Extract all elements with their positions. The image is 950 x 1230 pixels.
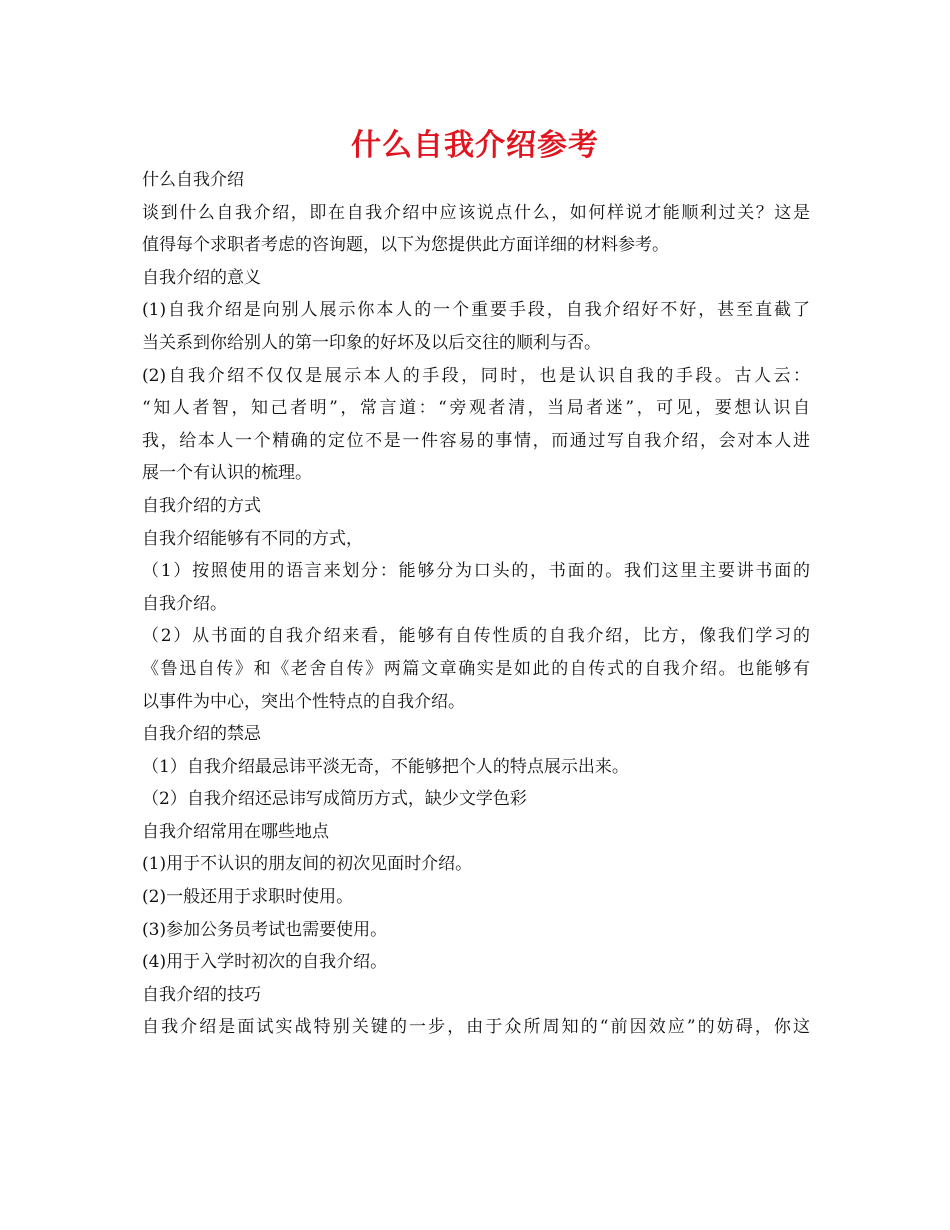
text-line: (4)用于入学时初次的自我介绍。: [142, 952, 388, 973]
text-line: (2)自我介绍不仅仅是展示本人的手段，同时，也是认识自我的手段。古人云：: [142, 365, 810, 386]
text-line: （2）自我介绍还忌讳写成简历方式，缺少文学色彩: [142, 789, 527, 810]
text-line: 当关系到你给别人的第一印象的好坏及以后交往的顺利与否。: [142, 332, 601, 353]
text-line: “知人者智，知己者明”，常言道：“旁观者清，当局者迷”，可见，要想认识自: [142, 398, 810, 419]
text-line: 自我介绍的方式: [142, 495, 261, 516]
text-line: (3)参加公务员考试也需要使用。: [142, 919, 388, 940]
text-line: 谈到什么自我介绍，即在自我介绍中应该说点什么，如何样说才能顺利过关？这是: [142, 202, 810, 223]
text-line: 自我介绍的禁忌: [142, 724, 261, 745]
text-line: 《鲁迅自传》和《老舍自传》两篇文章确实是如此的自传式的自我介绍。也能够有: [142, 658, 810, 679]
text-line: 自我介绍能够有不同的方式，: [142, 528, 363, 549]
text-line: (1)自我介绍是向别人展示你本人的一个重要手段，自我介绍好不好，甚至直截了: [142, 300, 810, 321]
text-line: (2)一般还用于求职时使用。: [142, 887, 354, 908]
text-line: 自我介绍常用在哪些地点: [142, 821, 329, 842]
text-line: 自我介绍的意义: [142, 267, 261, 288]
text-line: 展一个有认识的梳理。: [142, 463, 312, 484]
text-line: （1）按照使用的语言来划分：能够分为口头的，书面的。我们这里主要讲书面的: [142, 561, 810, 582]
document-body: [142, 164, 810, 1044]
text-line: （2）从书面的自我介绍来看，能够有自传性质的自我介绍，比方，像我们学习的: [142, 626, 810, 647]
text-line: （1）自我介绍最忌讳平淡无奇，不能够把个人的特点展示出来。: [142, 756, 629, 777]
text-line: 以事件为中心，突出个性特点的自我介绍。: [142, 691, 465, 712]
text-line: 自我介绍是面试实战特别关键的一步，由于众所周知的“前因效应”的妨碍，你这: [142, 1017, 810, 1038]
page-title: 什么自我介绍参考: [351, 128, 599, 163]
text-line: 值得每个求职者考虑的咨询题，以下为您提供此方面详细的材料参考。: [142, 235, 669, 256]
text-line: (1)用于不认识的朋友间的初次见面时介绍。: [142, 854, 473, 875]
text-line: 我，给本人一个精确的定位不是一件容易的事情，而通过写自我介绍，会对本人进: [142, 430, 810, 451]
text-line: 什么自我介绍: [142, 170, 244, 190]
text-line: 自我介绍的技巧: [142, 984, 261, 1005]
text-line: 自我介绍。: [142, 593, 227, 614]
